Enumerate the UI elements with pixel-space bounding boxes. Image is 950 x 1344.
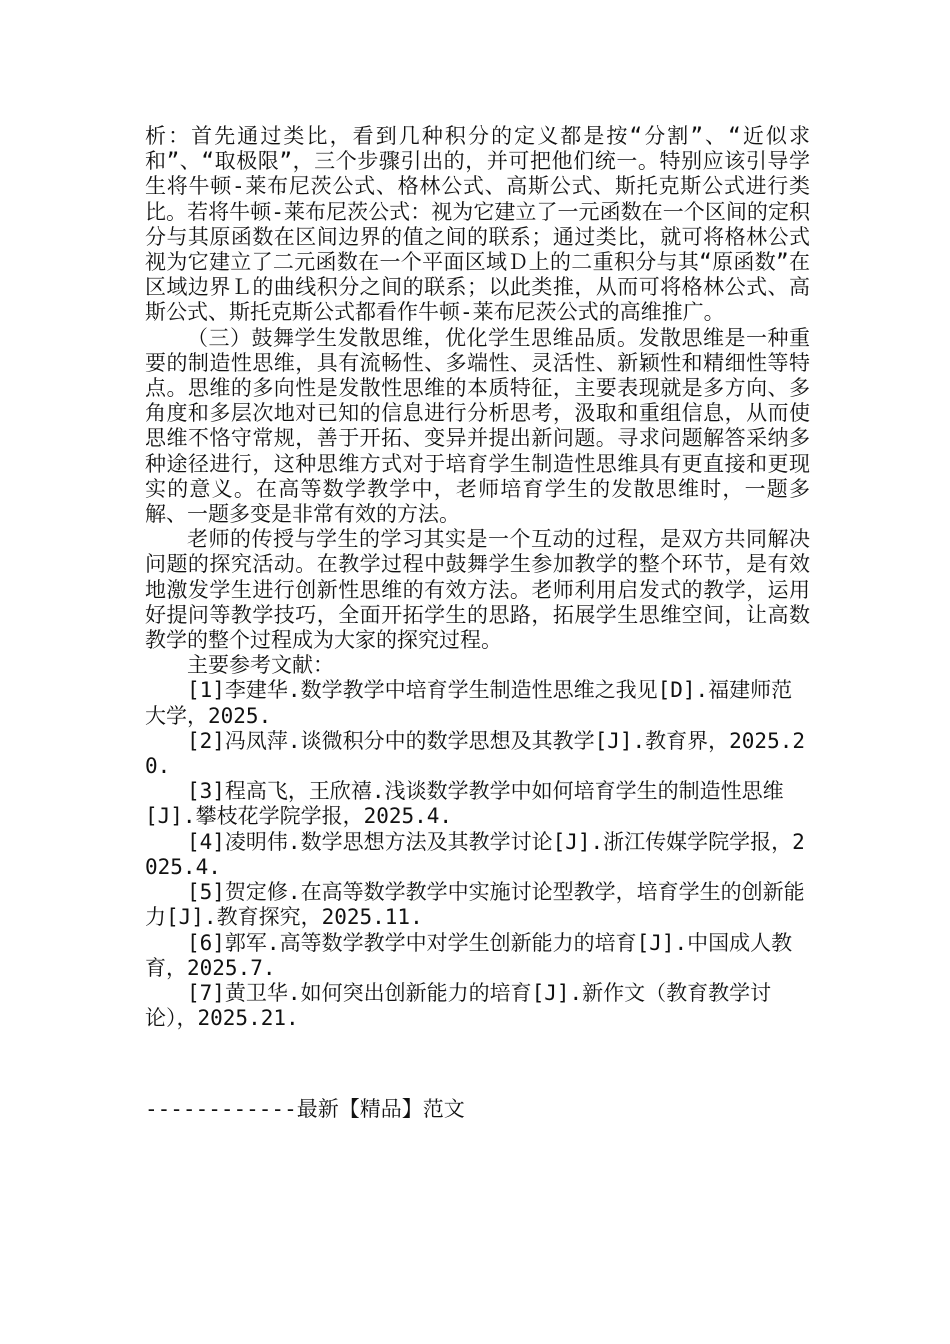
reference-item: [7]黄卫华.如何突出创新能力的培育[J].新作文（教育教学讨论），2025.21. <box>145 980 772 1031</box>
reference-item: [2]冯凤萍.谈微积分中的数学思想及其教学[J].教育界，2025.20. <box>145 728 806 779</box>
reference-item: [5]贺定修.在高等数学教学中实施讨论型教学，培育学生的创新能力[J].教育探究，2025.11. <box>145 880 805 930</box>
page-footer: ------------最新【精品】范文 <box>145 1097 465 1121</box>
paragraph-interactive-teaching: 老师的传授与学生的学习其实是一个互动的过程，是双方共同解决问题的探究活动。在教学过程中鼓舞学生参加教学的整个环节，是有效地激发学生进行创新性思维的有效方法。老师利用启发式的教学，运用好提问等教学技巧，全面开拓学生的思路，拓展学生思维空间，让高数教学的整个过程成为大家的探究过程。 <box>145 527 810 653</box>
reference-item: [6]郭军.高等数学教学中对学生创新能力的培育[J].中国成人教育，2025.7. <box>145 930 793 980</box>
paragraph-divergent-thinking: （三）鼓舞学生发散思维，优化学生思维品质。发散思维是一种重要的制造性思维，具有流畅性、多端性、灵活性、新颖性和精细性等特点。思维的多向性是发散性思维的本质特征，主要表现就是多方向、多角度和多层次地对已知的信息进行分析思考，汲取和重组信息，从而使思维不恪守常规，善于开拓、变异并提出新问题。寻求问题解答采纳多种途径进行，这种思维方式对于培育学生制造性思维具有更直接和更现实的意义。在高等数学教学中，老师培育学生的发散思维时，一题多解、一题多变是非常有效的方法。 <box>145 325 810 527</box>
paragraph-integral-analogy: 析：首先通过类比，看到几种积分的定义都是按“分割”、“近似求和”、“取极限”，三个步骤引出的，并可把他们统一。特别应该引导学生将牛顿-莱布尼茨公式、格林公式、高斯公式、斯托克斯公式进行类比。若将牛顿-莱布尼茨公式：视为它建立了一元函数在一个区间的定积分与其原函数在区间边界的值之间的联系；通过类比，就可将格林公式视为它建立了二元函数在一个平面区域Ｄ上的二重积分与其“原函数”在区域边界Ｌ的曲线积分之间的联系；以此类推，从而可将格林公式、高斯公式、斯托克斯公式都看作牛顿-莱布尼茨公式的高维推广。 <box>145 124 810 325</box>
document-body <box>145 124 810 1031</box>
references-heading: 主要参考文献： <box>187 653 334 678</box>
reference-item: [1]李建华.数学教学中培育学生制造性思维之我见[D].福建师范大学，2025. <box>145 678 793 728</box>
reference-item: [4]凌明伟.数学思想方法及其教学讨论[J].浙江传媒学院学报，2025.4. <box>145 829 805 879</box>
reference-item: [3]程高飞，王欣禧.浅谈数学教学中如何培育学生的制造性思维[J].攀枝花学院学报，2025.4. <box>145 779 784 829</box>
